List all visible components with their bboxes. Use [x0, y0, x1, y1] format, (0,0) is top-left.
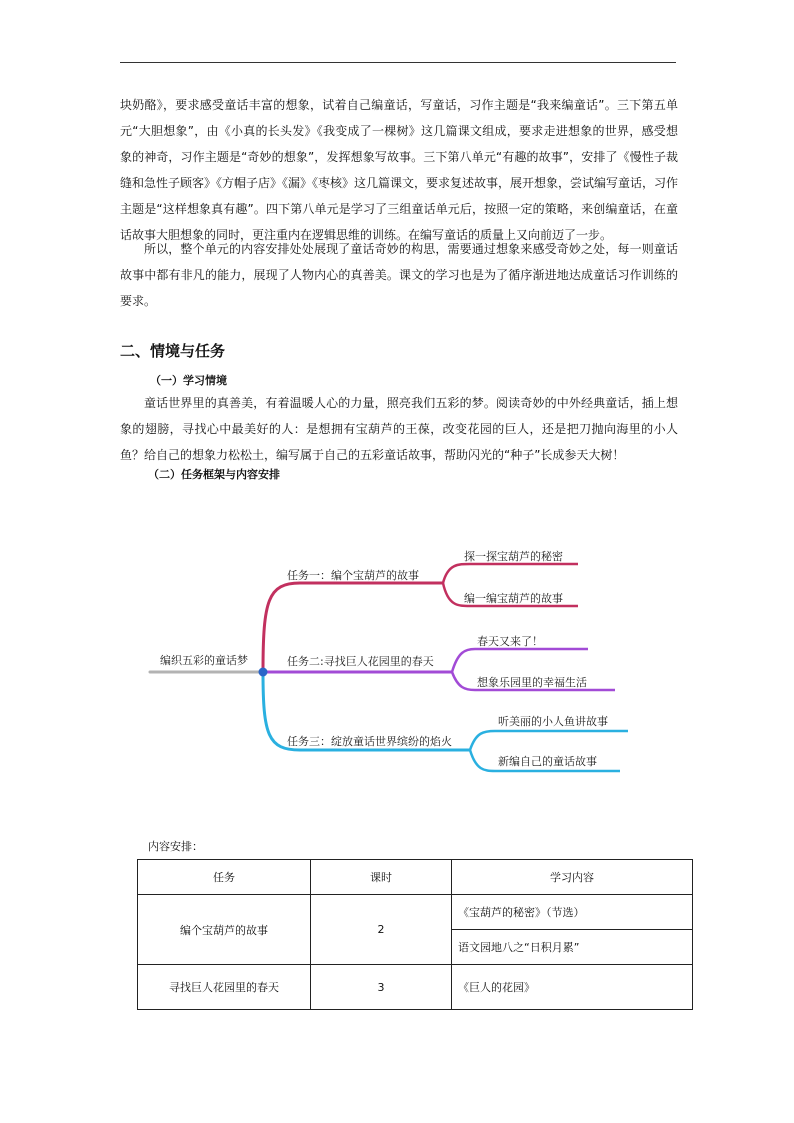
table-cell-content: 《巨人的花园》 — [452, 965, 693, 1010]
table-cell-hours: 3 — [311, 965, 452, 1010]
task2-sub1-label: 春天又来了！ — [477, 635, 543, 648]
table-row — [138, 965, 693, 1010]
content-arrangement-label: 内容安排： — [148, 840, 203, 853]
paragraph-units: 块奶酪》，要求感受童话丰富的想象，试着自己编童话，写童话，习作主题是“我来编童话”。三下第五单元“大胆想象”，由《小真的长头发》《我变成了一棵树》这几篇课文组成，要求走进想象的世界，感受想象的神奇，习作主题是“奇妙的想象”，发挥想象写故事。三下第八单元“有趣的故事”，安排了《慢性子裁缝和急性子顾客》《方帽子店》《漏》《枣核》这几篇课文，要求复述故事，展开想象，尝试编写童话，习作主题是“这样想象真有趣”。四下第八单元是学习了三组童话单元后，按照一定的策略，来创编童话，在童话故事大胆想象的同时，更注重内在逻辑思维的训练。在编写童话的质量上又向前迈了一步。 — [120, 98, 679, 242]
header-rule — [120, 62, 676, 63]
task2-sub2-label: 想象乐园里的幸福生活 — [477, 676, 587, 689]
task1-sub2-label: 编一编宝葫芦的故事 — [464, 592, 563, 605]
task2-label: 任务二:寻找巨人花园里的春天 — [287, 655, 434, 668]
table-cell-task: 编个宝葫芦的故事 — [138, 895, 311, 965]
table-cell-content: 《宝葫芦的秘密》（节选） — [452, 895, 693, 930]
table-cell-content: 语文园地八之“日积月累” — [452, 930, 693, 965]
table-header-row — [138, 860, 693, 895]
table-header-hours: 课时 — [311, 860, 452, 895]
paragraph-summary: 所以，整个单元的内容安排处处展现了童话奇妙的构思，需要通过想象来感受奇妙之处，每一则童话故事中都有非凡的能力，展现了人物内心的真善美。课文的学习也是为了循序渐进地达成童话习作训练的要求。 — [120, 242, 678, 308]
task3-label: 任务三：绽放童话世界缤纷的焰火 — [287, 735, 452, 748]
task3-sub1-label: 听美丽的小人鱼讲故事 — [498, 715, 608, 728]
subheading-learning-context: （一）学习情境 — [150, 374, 227, 387]
table-cell-hours: 2 — [311, 895, 452, 965]
content-arrangement-table — [137, 859, 693, 1010]
task3-sub2-label: 新编自己的童话故事 — [498, 755, 597, 768]
task-mindmap — [0, 520, 794, 820]
task1-label: 任务一：编个宝葫芦的故事 — [287, 569, 419, 582]
subheading-task-framework: （二）任务框架与内容安排 — [148, 468, 280, 481]
paragraph-context: 童话世界里的真善美，有着温暖人心的力量，照亮我们五彩的梦。阅读奇妙的中外经典童话，插上想象的翅膀，寻找心中最美好的人：是想拥有宝葫芦的王葆，改变花园的巨人，还是把刀抛向海里的小人鱼？给自己的想象力松松土，编写属于自己的五彩童话故事，帮助闪光的“种子”长成参天大树！ — [120, 396, 678, 462]
mindmap-root-label: 编织五彩的童话梦 — [160, 654, 248, 667]
table-header-task: 任务 — [138, 860, 311, 895]
section-heading: 二、情境与任务 — [120, 342, 226, 360]
table-row — [138, 895, 693, 930]
table-cell-task: 寻找巨人花园里的春天 — [138, 965, 311, 1010]
task1-sub1-label: 探一探宝葫芦的秘密 — [464, 550, 563, 563]
table-header-content: 学习内容 — [452, 860, 693, 895]
task1-sub1-branch — [443, 564, 578, 583]
task3-sub1-branch — [470, 731, 628, 750]
task2-sub1-branch — [452, 649, 588, 672]
mindmap-center-node — [259, 668, 268, 677]
